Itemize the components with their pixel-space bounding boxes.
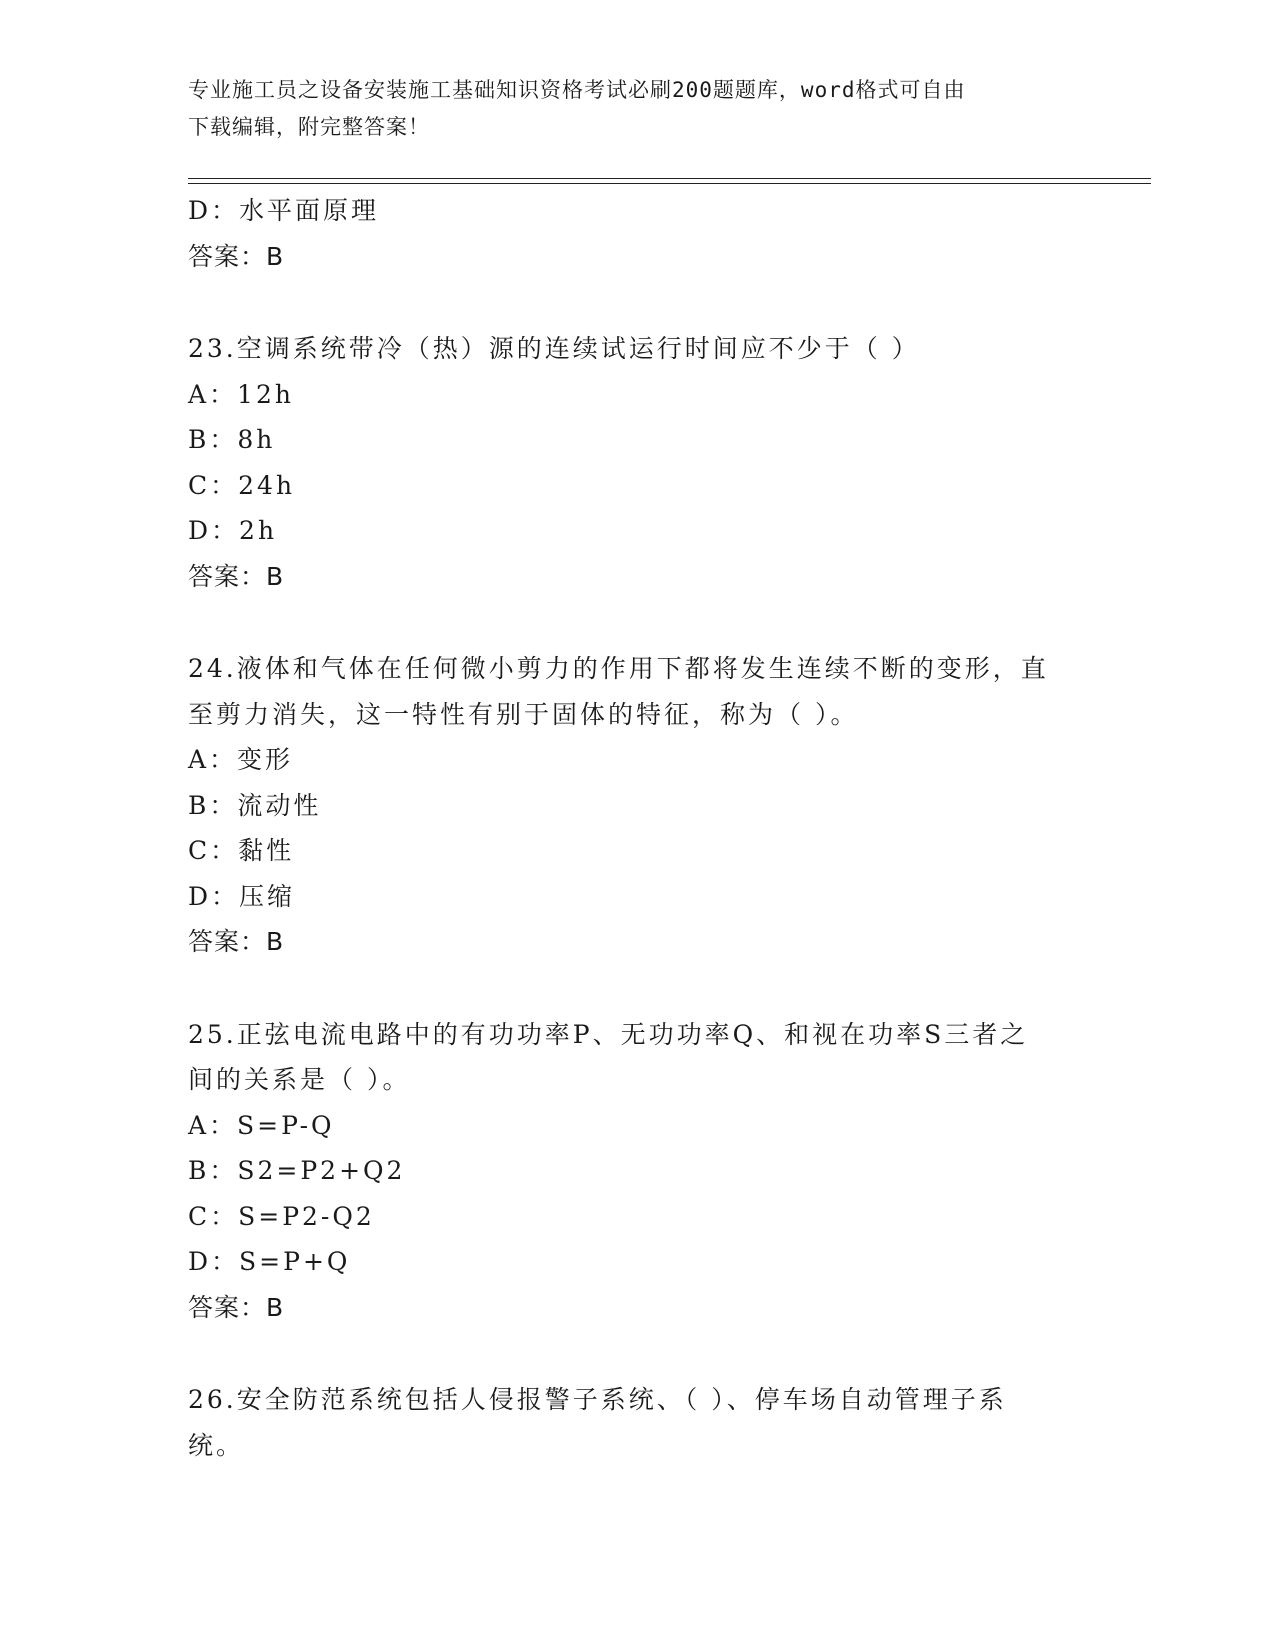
option-a: A：变形: [188, 745, 294, 774]
spacer: [188, 1330, 1088, 1377]
header-divider-bottom: [188, 183, 1151, 184]
answer-line: 答案：B: [188, 241, 285, 271]
header-divider-top: [188, 178, 1151, 179]
document-header: [188, 72, 1068, 146]
option-b: B：S2=P2+Q2: [188, 1156, 406, 1185]
question-text-line-1: 25.正弦电流电路中的有功功率P、无功功率Q、和视在功率S三者之: [188, 1019, 1029, 1049]
question-25: [188, 1012, 1088, 1331]
option-b: B：流动性: [188, 790, 322, 820]
spacer: [188, 599, 1088, 646]
option-d: D：压缩: [188, 881, 296, 911]
answer-line: 答案：B: [188, 927, 285, 956]
document-body: [188, 188, 1088, 1468]
question-text-line-2: 间的关系是（ ）。: [188, 1065, 411, 1094]
header-line-2: 下载编辑，附完整答案！: [188, 115, 430, 139]
question-text-line-2: 至剪力消失，这一特性有别于固体的特征，称为（ ）。: [188, 699, 859, 729]
question-24: [188, 646, 1088, 965]
option-c: C：S=P2-Q2: [188, 1201, 375, 1231]
previous-question-tail: [188, 188, 1088, 279]
answer-line: 答案：B: [188, 1292, 285, 1322]
option-c: C：黏性: [188, 836, 295, 865]
header-line-1: 专业施工员之设备安装施工基础知识资格考试必刷200题题库，word格式可自由: [188, 78, 966, 102]
option-a: A：12h: [188, 379, 294, 409]
option-d: D：2h: [188, 516, 278, 545]
option-d: D：水平面原理: [188, 196, 380, 225]
spacer: [188, 965, 1088, 1012]
option-c: C：24h: [188, 470, 296, 500]
spacer: [188, 279, 1088, 326]
question-text: 23.空调系统带冷（热）源的连续试运行时间应不少于（ ）: [188, 334, 920, 363]
question-26: [188, 1377, 1088, 1468]
option-a: A：S=P-Q: [188, 1110, 335, 1140]
question-23: [188, 326, 1088, 599]
question-text-line-1: 24.液体和气体在任何微小剪力的作用下都将发生连续不断的变形，直: [188, 654, 1049, 683]
question-text-line-2: 统。: [188, 1430, 245, 1460]
answer-line: 答案：B: [188, 561, 285, 591]
question-text-line-1: 26.安全防范系统包括人侵报警子系统、（ ）、停车场自动管理子系: [188, 1385, 1007, 1414]
option-d: D：S=P+Q: [188, 1247, 351, 1276]
option-b: B：8h: [188, 425, 276, 454]
